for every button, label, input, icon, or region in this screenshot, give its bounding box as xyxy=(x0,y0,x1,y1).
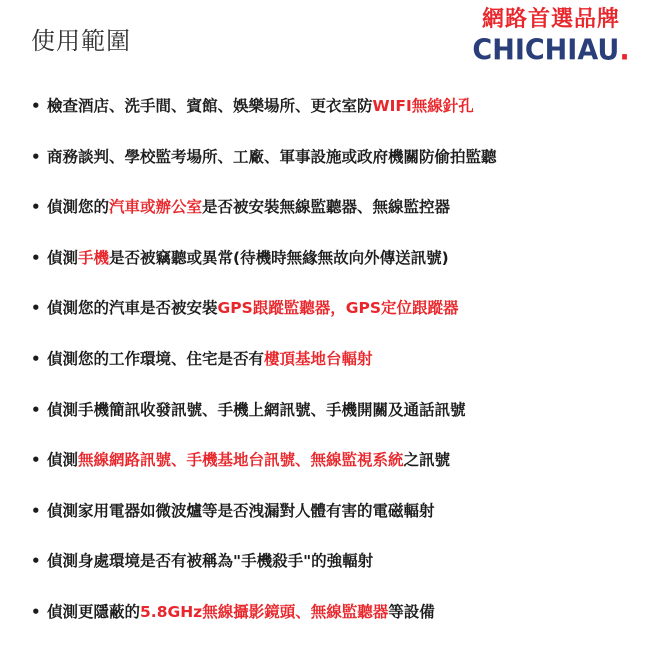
body-text: 偵測 xyxy=(47,451,79,470)
list-item xyxy=(31,244,631,295)
list-item xyxy=(31,598,631,649)
body-text: 偵測您的汽車是否被安裝 xyxy=(47,299,218,318)
bullet-icon: • xyxy=(31,400,41,419)
page-title: 使用範圍 xyxy=(31,27,131,55)
list-item-text xyxy=(47,92,474,120)
list-item-text xyxy=(47,497,435,525)
list-item-text xyxy=(47,294,459,322)
highlight-text: 5.8GHz無線攝影鏡頭、無線監聽器 xyxy=(140,602,389,621)
brand-name xyxy=(466,33,636,69)
list-item xyxy=(31,497,631,548)
body-text: 偵測您的 xyxy=(47,198,110,217)
feature-list xyxy=(31,92,631,649)
body-text: 是否被竊聽或異常(待機時無緣無故向外傳送訊號) xyxy=(109,248,449,267)
bullet-icon: • xyxy=(31,552,41,571)
highlight-text: 汽車或辦公室 xyxy=(109,198,203,217)
brand-tagline: 網路首選品牌 xyxy=(481,7,620,32)
list-item xyxy=(31,143,631,194)
list-item xyxy=(31,345,631,396)
body-text: 偵測手機簡訊收發訊號、手機上網訊號、手機開關及通話訊號 xyxy=(47,400,466,419)
body-text: 偵測更隱蔽的 xyxy=(47,602,141,621)
brand-name-text: CHICHIAU xyxy=(472,34,620,67)
list-item xyxy=(31,446,631,497)
body-text: 檢查酒店、洗手間、賓館、娛樂場所、更衣室防 xyxy=(47,97,373,115)
bullet-icon: • xyxy=(31,349,41,368)
list-item-text xyxy=(47,193,450,221)
body-text: 偵測 xyxy=(47,248,79,267)
list-item-text xyxy=(47,396,466,424)
body-text: 等設備 xyxy=(388,602,435,621)
list-item-text xyxy=(47,143,497,171)
bullet-icon: • xyxy=(31,501,41,520)
list-item-text xyxy=(47,547,373,575)
list-item-text xyxy=(47,244,449,272)
list-item-text xyxy=(47,345,373,373)
highlight-text: GPS跟蹤監聽器，GPS定位跟蹤器 xyxy=(217,299,459,318)
list-item xyxy=(31,547,631,598)
body-text: 之訊號 xyxy=(403,451,451,470)
bullet-icon: • xyxy=(31,299,41,318)
body-text: 商務談判、學校監考場所、工廠、軍事設施或政府機關防偷拍監聽 xyxy=(47,147,497,166)
body-text: 偵測您的工作環境、住宅是否有 xyxy=(47,349,265,368)
body-text: 偵測身處環境是否有被稱為"手機殺手"的強輻射 xyxy=(47,552,374,571)
brand-logo xyxy=(466,6,636,72)
body-text: 是否被安裝無線監聽器、無線監控器 xyxy=(202,198,451,217)
bullet-icon: • xyxy=(31,147,41,166)
list-item-text xyxy=(47,598,435,626)
brand-name-dot: . xyxy=(619,34,630,67)
highlight-text: 樓頂基地台輻射 xyxy=(264,349,373,368)
bullet-icon: • xyxy=(31,248,41,267)
bullet-icon: • xyxy=(31,451,41,470)
bullet-icon: • xyxy=(31,602,41,621)
body-text: 偵測家用電器如微波爐等是否洩漏對人體有害的電磁輻射 xyxy=(47,501,435,520)
highlight-text: WIFI無線針孔 xyxy=(372,97,474,115)
list-item xyxy=(31,92,631,143)
list-item xyxy=(31,193,631,244)
list-item-text xyxy=(47,446,450,474)
highlight-text: 手機 xyxy=(78,248,110,267)
bullet-icon: • xyxy=(31,97,41,115)
bullet-icon: • xyxy=(31,198,41,217)
highlight-text: 無線網路訊號、手機基地台訊號、無線監視系統 xyxy=(78,451,404,470)
list-item xyxy=(31,294,631,345)
list-item xyxy=(31,396,631,447)
